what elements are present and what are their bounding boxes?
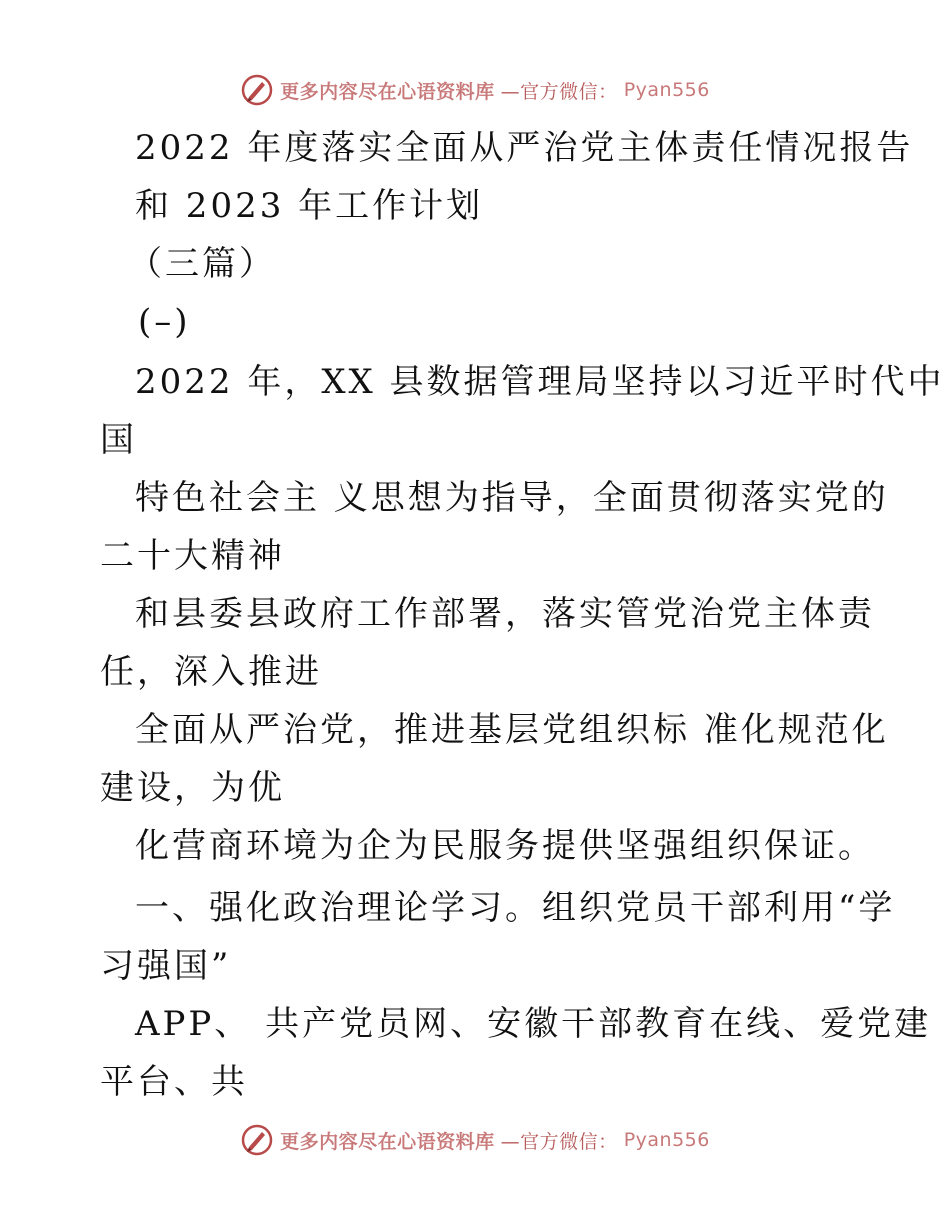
body-line-6: 任，深入推进 bbox=[100, 652, 322, 692]
title-line-3: （三篇） bbox=[128, 244, 276, 284]
title-line-2: 和 2023 年工作计划 bbox=[135, 186, 484, 226]
footer-watermark-main: 更多内容尽在心语资料库 bbox=[280, 1130, 495, 1153]
title-line-1: 2022 年度落实全面从严治党主体责任情况报告 bbox=[135, 128, 914, 168]
body-line-10: 一、强化政治理论学习。组织党员干部利用“学 bbox=[135, 888, 896, 928]
footer-watermark-sub: —官方微信： bbox=[500, 1130, 618, 1153]
footer-watermark-inner bbox=[240, 1123, 710, 1157]
body-line-12: APP、 共产党员网、安徽干部教育在线、爱党建 bbox=[135, 1004, 932, 1044]
header-watermark-id: Pyan556 bbox=[623, 79, 710, 101]
body-line-1: 2022 年，XX 县数据管理局坚持以习近平时代中 bbox=[135, 362, 945, 402]
section-marker: (–) bbox=[138, 302, 191, 342]
footer-watermark-id: Pyan556 bbox=[623, 1129, 710, 1151]
header-watermark-main: 更多内容尽在心语资料库 bbox=[280, 80, 495, 103]
body-line-7: 全面从严治党，推进基层党组织标 准化规范化 bbox=[135, 710, 889, 750]
body-line-3: 特色社会主 义思想为指导，全面贯彻落实党的 bbox=[135, 478, 889, 518]
body-line-2: 国 bbox=[100, 420, 137, 460]
footer-watermark bbox=[0, 1120, 950, 1160]
body-line-13: 平台、共 bbox=[100, 1062, 248, 1102]
body-line-4: 二十大精神 bbox=[100, 536, 285, 576]
body-line-11: 习强国” bbox=[100, 946, 232, 986]
header-watermark-sub: —官方微信： bbox=[500, 80, 618, 103]
body-line-5: 和县委县政府工作部署，落实管党治党主体责 bbox=[135, 594, 875, 634]
body-line-8: 建设，为优 bbox=[100, 768, 285, 808]
body-line-9: 化营商环境为企为民服务提供坚强组织保证。 bbox=[135, 826, 875, 866]
logo-icon bbox=[240, 1123, 274, 1157]
